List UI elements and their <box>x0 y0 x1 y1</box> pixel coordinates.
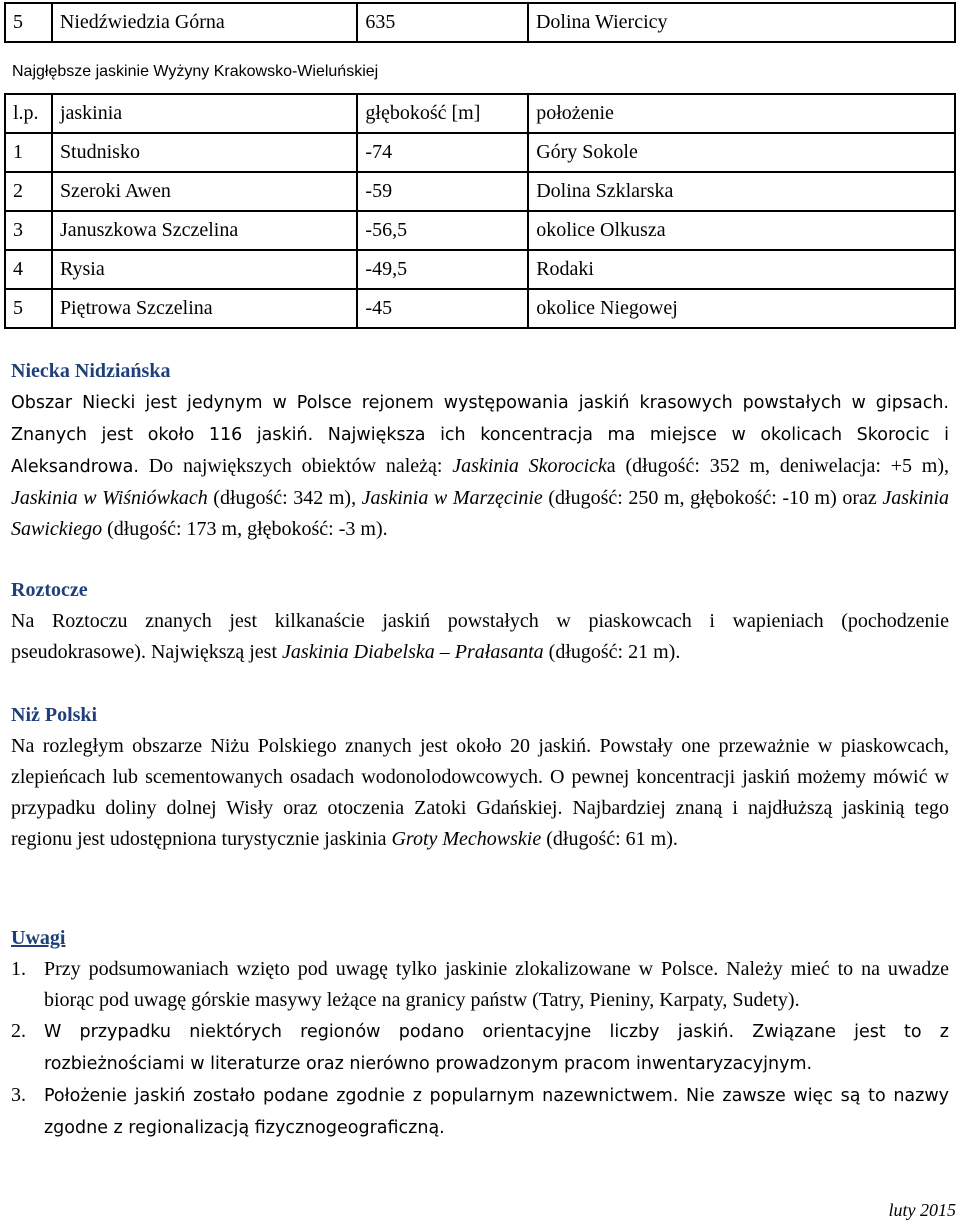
section-paragraph <box>11 387 949 545</box>
cell-value: 635 <box>357 3 528 42</box>
paragraph-text: (długość: 342 m), <box>207 487 362 509</box>
cell-depth: -56,5 <box>357 211 528 250</box>
header-lp: l.p. <box>5 94 52 133</box>
cell-cave: Piętrowa Szczelina <box>52 289 357 328</box>
cell-location: Rodaki <box>528 250 955 289</box>
cell-depth: -49,5 <box>357 250 528 289</box>
cell-lp: 2 <box>5 172 52 211</box>
cell-lp: 5 <box>5 289 52 328</box>
header-depth: głębokość [m] <box>357 94 528 133</box>
cell-depth: -59 <box>357 172 528 211</box>
deepest-caves-table <box>4 93 956 329</box>
cave-name: Jaskinia w Marzęcinie <box>361 487 543 509</box>
list-item <box>11 954 949 1016</box>
item-number: 3. <box>11 1084 26 1106</box>
header-cave: jaskinia <box>52 94 357 133</box>
section-heading: Niecka Nidziańska <box>11 360 171 382</box>
cell-lp: 4 <box>5 250 52 289</box>
section-heading: Uwagi <box>11 927 66 949</box>
list-item <box>11 1080 949 1144</box>
cell-location: Dolina Szklarska <box>528 172 955 211</box>
top-row-table <box>4 2 956 43</box>
cell-depth: -45 <box>357 289 528 328</box>
item-text: Położenie jaskiń zostało podane zgodnie z popularnym nazewnictwem. Nie zawsze więc są to nazwy zgodne z regionalizacją fizycznogeograficzną. <box>44 1086 949 1138</box>
cell-cave: Rysia <box>52 250 357 289</box>
paragraph-text: Obszar Niecki jest jedynym w Polsce rejonem występowania jaskiń krasowych powstałych w gipsach. Znanych jest około 116 jaskiń. Największa ich koncentracja ma miejsce w okolicach Skorocic i Aleksandrowa. <box>11 393 949 477</box>
section-paragraph <box>11 731 949 855</box>
cell-location: okolice Niegowej <box>528 289 955 328</box>
table-row <box>5 172 955 211</box>
cave-name: Jaskinia Sawickiego <box>11 487 950 540</box>
cave-name: Jaskinia w Wiśniówkach <box>11 487 208 509</box>
section-uwagi <box>11 923 949 1144</box>
cave-name: Jaskinia Skorocick <box>452 455 607 477</box>
cell-cave: Studnisko <box>52 133 357 172</box>
cell-location: Dolina Wiercicy <box>528 3 955 42</box>
section-paragraph <box>11 606 949 668</box>
section-roztocze <box>11 575 949 668</box>
table-row <box>5 289 955 328</box>
section-niecka-nidzianska <box>11 356 949 545</box>
table-caption: Najgłębsze jaskinie Wyżyny Krakowsko-Wieluńskiej <box>12 63 379 80</box>
paragraph-text: Na rozległym obszarze Niżu Polskiego znanych jest około 20 jaskiń. Powstały one przeważnie w piaskowcach, zlepieńcach lub scementowanych osadach wodonolodowcowych. O pewnej koncentracji jaskiń możemy mówić w przypadku doliny dolnej Wisły oraz otoczenia Zatoki Gdańskiej. Najbardziej znaną i najdłuższą jaskinią tego regionu jest udostępniona turystycznie jaskinia <box>11 735 949 850</box>
paragraph-text: a (długość: 352 m, deniwelacja: +5 m), <box>606 455 949 477</box>
section-heading: Niż Polski <box>11 704 98 726</box>
cell-depth: -74 <box>357 133 528 172</box>
paragraph-text: Na Roztoczu znanych jest kilkanaście jaskiń powstałych w piaskowcach i wapieniach (pochodzenie pseudokrasowe). Największą jest <box>11 610 949 663</box>
footer-date: luty 2015 <box>888 1200 956 1220</box>
cell-lp: 3 <box>5 211 52 250</box>
paragraph-text: (długość: 21 m). <box>543 641 681 663</box>
paragraph-text: Do największych obiektów należą: <box>138 455 453 477</box>
cell-name: Niedźwiedzia Górna <box>52 3 358 42</box>
paragraph-text: (długość: 173 m, głębokość: -3 m). <box>102 518 388 540</box>
cell-location: Góry Sokole <box>528 133 955 172</box>
table-header-row <box>5 94 955 133</box>
cell-location: okolice Olkusza <box>528 211 955 250</box>
table-row <box>5 250 955 289</box>
notes-list <box>11 954 949 1144</box>
paragraph-text: (długość: 61 m). <box>541 828 678 850</box>
table-row <box>5 3 955 42</box>
header-location: położenie <box>528 94 955 133</box>
cell-lp: 5 <box>5 3 52 42</box>
cell-lp: 1 <box>5 133 52 172</box>
item-text: W przypadku niektórych regionów podano orientacyjne liczby jaskiń. Związane jest to z rozbieżnościami w literaturze oraz nierówno prowadzonym pracom inwentaryzacyjnym. <box>44 1022 949 1074</box>
item-text: Przy podsumowaniach wzięto pod uwagę tylko jaskinie zlokalizowane w Polsce. Należy mieć to na uwadze biorąc pod uwagę górskie masywy leżące na granicy państw (Tatry, Pieniny, Karpaty, Sudety). <box>44 958 949 1011</box>
item-number: 2. <box>11 1020 26 1042</box>
cell-cave: Januszkowa Szczelina <box>52 211 357 250</box>
cell-cave: Szeroki Awen <box>52 172 357 211</box>
table-row <box>5 211 955 250</box>
list-item <box>11 1016 949 1080</box>
table-row <box>5 133 955 172</box>
cave-name: Jaskinia Diabelska – Prałasanta <box>282 641 544 663</box>
paragraph-text: (długość: 250 m, głębokość: -10 m) oraz <box>542 487 883 509</box>
section-heading: Roztocze <box>11 579 88 601</box>
section-niz-polski <box>11 700 949 855</box>
cave-name: Groty Mechowskie <box>391 828 542 850</box>
item-number: 1. <box>11 958 26 980</box>
